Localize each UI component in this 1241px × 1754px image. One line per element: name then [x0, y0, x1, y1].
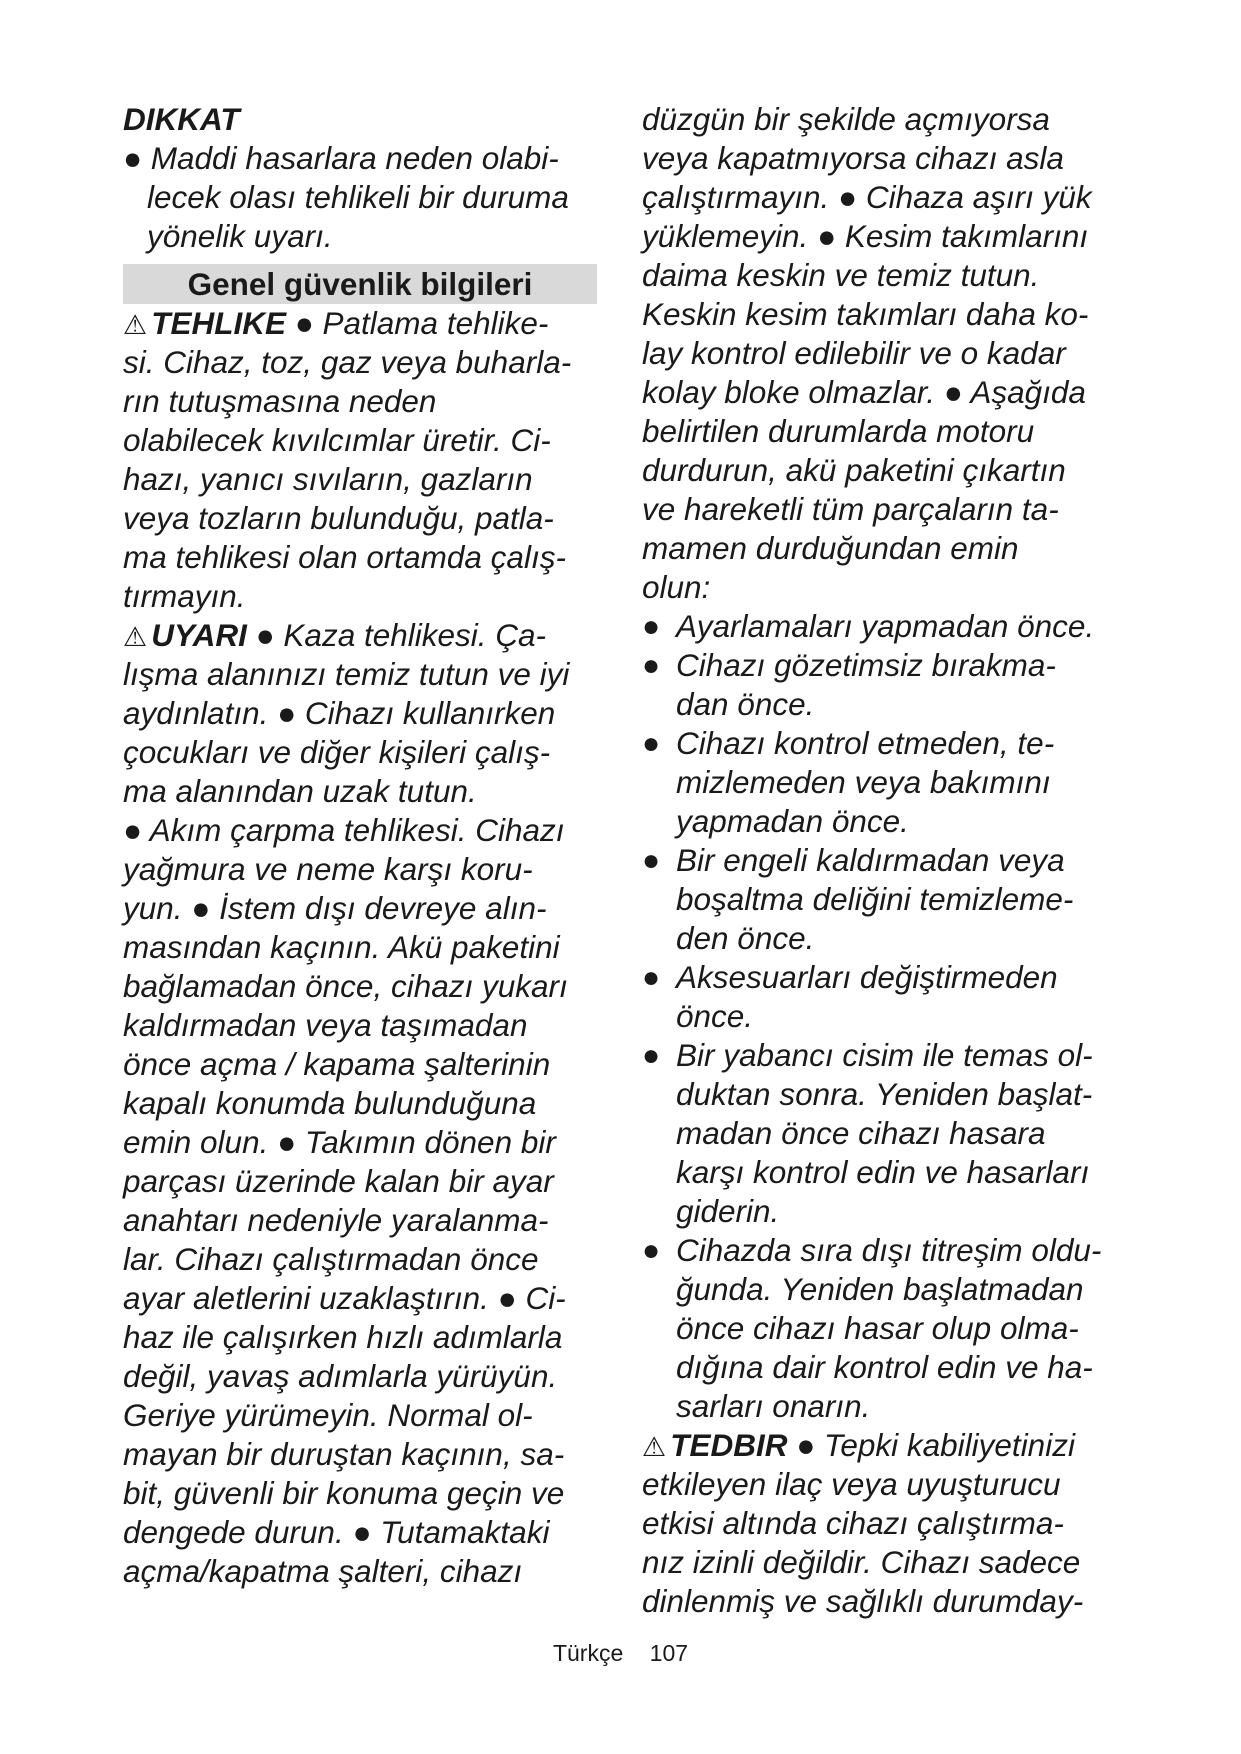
- text-line: Keskin kesim takımları daha ko-: [642, 296, 1089, 332]
- text-line: ve hareketli tüm parçaların ta-: [642, 491, 1059, 527]
- list-item-continuation: ğunda. Yeniden başlatmadan: [676, 1271, 1084, 1307]
- text-line: çalıştırmayın. ● Cihaza aşırı yük: [642, 179, 1092, 215]
- text-line: etkileyen ilaç veya uyuşturucu: [642, 1466, 1061, 1502]
- list-item: [642, 724, 1162, 763]
- text-line: anahtarı nedeniyle yaralanma-: [123, 1202, 549, 1238]
- dikkat-text: [123, 139, 599, 256]
- list-item-continuation: dan önce.: [676, 686, 815, 722]
- list-item-continuation: boşaltma deliğini temizleme-: [676, 881, 1074, 917]
- bullet-dot-icon: ●: [642, 610, 661, 643]
- text-line: rın tutuşmasına neden: [123, 383, 437, 419]
- text-line: lar. Cihazı çalıştırmadan önce: [123, 1241, 539, 1277]
- text-line: hazı, yanıcı sıvıların, gazların: [123, 461, 533, 497]
- text-line: olabilecek kıvılcımlar üretir. Ci-: [123, 422, 551, 458]
- text-line: veya tozların bulunduğu, patla-: [123, 500, 554, 536]
- list-item-continuation: önce.: [676, 998, 754, 1034]
- warning-triangle-icon: ⚠: [123, 310, 148, 340]
- left-column: [123, 100, 599, 1591]
- list-item-continuation: giderin.: [676, 1193, 780, 1229]
- bullet-dot-icon: ●: [642, 727, 661, 760]
- list-item-text: Cihazı gözetimsiz bırakma-: [676, 647, 1056, 683]
- text-line: belirtilen durumlarda motoru: [642, 413, 1035, 449]
- uyari-first-line: [123, 616, 599, 655]
- text-line: mayan bir duruştan kaçının, sa-: [123, 1436, 565, 1472]
- bullet-dot-icon: ●: [642, 961, 661, 994]
- text-line: yüklemeyin. ● Kesim takımlarını: [642, 218, 1089, 254]
- tedbir-text: [642, 1465, 1162, 1621]
- text-line: parçası üzerinde kalan bir ayar: [123, 1163, 554, 1199]
- text-line: lay kontrol edilebilir ve o kadar: [642, 335, 1066, 371]
- text-line: nız izinli değildir. Cihazı sadece: [642, 1544, 1081, 1580]
- text-line: dinlenmiş ve sağlıklı durumday-: [642, 1583, 1084, 1619]
- page-number: 107: [649, 1640, 689, 1666]
- text-line: emin olun. ● Takımın dönen bir: [123, 1124, 556, 1160]
- list-item-continuation: yapmadan önce.: [676, 803, 909, 839]
- section-header: Genel güvenlik bilgileri: [123, 264, 597, 304]
- bullet-list: [642, 607, 1162, 1426]
- list-item-text: Aksesuarları değiştirmeden: [676, 959, 1058, 995]
- list-item: [642, 1231, 1162, 1270]
- tedbir-label: TEDBIR: [670, 1427, 788, 1463]
- uyari-label: UYARI: [151, 617, 247, 653]
- text-line: mamen durduğundan emin: [642, 530, 1019, 566]
- tehlike-first-text: ● Patlama tehlike-: [285, 305, 549, 341]
- text-line: ma tehlikesi olan ortamda çalış-: [123, 539, 566, 575]
- list-item-continuation: dığına dair kontrol edin ve ha-: [676, 1349, 1093, 1385]
- text-line: si. Cihaz, toz, gaz veya buharla-: [123, 344, 572, 380]
- list-item-continuation: karşı kontrol edin ve hasarları: [676, 1154, 1090, 1190]
- text-line: veya kapatmıyorsa cihazı asla: [642, 140, 1064, 176]
- text-line: yönelik uyarı.: [147, 218, 333, 254]
- text-line: tırmayın.: [123, 578, 246, 614]
- list-item-continuation: duktan sonra. Yeniden başlat-: [676, 1076, 1093, 1112]
- right-column: [642, 100, 1162, 1621]
- text-line: ayar aletlerini uzaklaştırın. ● Ci-: [123, 1280, 566, 1316]
- text-line: lecek olası tehlikeli bir duruma: [147, 179, 569, 215]
- text-line: bit, güvenli bir konuma geçin ve: [123, 1475, 565, 1511]
- tehlike-first-line: [123, 304, 599, 343]
- list-item: [642, 607, 1162, 646]
- text-line: dengede durun. ● Tutamaktaki: [123, 1514, 550, 1550]
- tedbir-first-text: ● Tepki kabiliyetinizi: [787, 1427, 1075, 1463]
- list-item-text: Cihazda sıra dışı titreşim oldu-: [676, 1232, 1102, 1268]
- tehlike-label: TEHLIKE: [151, 305, 286, 341]
- page-footer: [0, 1640, 1241, 1667]
- intro-text: [642, 100, 1162, 607]
- text-line: yun. ● İstem dışı devreye alın-: [123, 890, 547, 926]
- list-item-continuation: den önce.: [676, 920, 815, 956]
- text-line: ● Akım çarpma tehlikesi. Cihazı: [123, 812, 565, 848]
- text-line: çocukları ve diğer kişileri çalış-: [123, 734, 551, 770]
- text-line: masından kaçının. Akü paketini: [123, 929, 560, 965]
- list-item: [642, 1036, 1162, 1075]
- list-item-text: Bir yabancı cisim ile temas ol-: [676, 1037, 1093, 1073]
- uyari-first-text: ● Kaza tehlikesi. Ça-: [246, 617, 547, 653]
- text-line: açma/kapatma şalteri, cihazı: [123, 1553, 523, 1589]
- text-line: kolay bloke olmazlar. ● Aşağıda: [642, 374, 1086, 410]
- list-item-continuation: önce cihazı hasar olup olma-: [676, 1310, 1079, 1346]
- text-line: etkisi altında cihazı çalıştırma-: [642, 1505, 1064, 1541]
- text-line: kapalı konumda bulunduğuna: [123, 1085, 537, 1121]
- text-line: ● Maddi hasarlara neden olabi-: [123, 140, 559, 176]
- list-item: [642, 841, 1162, 880]
- footer-language: Türkçe: [552, 1640, 624, 1666]
- text-line: Geriye yürümeyin. Normal ol-: [123, 1397, 533, 1433]
- bullet-dot-icon: ●: [642, 649, 661, 682]
- bullet-dot-icon: ●: [642, 844, 661, 877]
- text-line: değil, yavaş adımlarla yürüyün.: [123, 1358, 558, 1394]
- warning-triangle-icon: ⚠: [123, 622, 148, 652]
- text-line: bağlamadan önce, cihazı yukarı: [123, 968, 568, 1004]
- text-line: kaldırmadan veya taşımadan: [123, 1007, 528, 1043]
- text-line: aydınlatın. ● Cihazı kullanırken: [123, 695, 556, 731]
- text-line: yağmura ve neme karşı koru-: [123, 851, 533, 887]
- list-item-continuation: madan önce cihazı hasara: [676, 1115, 1046, 1151]
- list-item-text: Bir engeli kaldırmadan veya: [676, 842, 1065, 878]
- list-item: [642, 958, 1162, 997]
- list-item-continuation: mizlemeden veya bakımını: [676, 764, 1051, 800]
- text-line: ma alanından uzak tutun.: [123, 773, 477, 809]
- text-line: olun:: [642, 569, 711, 605]
- bullet-dot-icon: ●: [642, 1234, 661, 1267]
- text-line: lışma alanınızı temiz tutun ve iyi: [123, 656, 570, 692]
- tedbir-first-line: [642, 1426, 1162, 1465]
- text-line: haz ile çalışırken hızlı adımlarla: [123, 1319, 563, 1355]
- list-item-text: Cihazı kontrol etmeden, te-: [676, 725, 1055, 761]
- text-line: önce açma / kapama şalterinin: [123, 1046, 551, 1082]
- list-item: [642, 646, 1162, 685]
- dikkat-heading: DIKKAT: [123, 101, 240, 137]
- list-item-continuation: sarları onarın.: [676, 1388, 871, 1424]
- text-line: daima keskin ve temiz tutun.: [642, 257, 1040, 293]
- text-line: durdurun, akü paketini çıkartın: [642, 452, 1066, 488]
- uyari-text: [123, 655, 599, 1591]
- list-item-text: Ayarlamaları yapmadan önce.: [676, 608, 1095, 644]
- warning-triangle-icon: ⚠: [642, 1432, 667, 1462]
- tehlike-text: [123, 343, 599, 616]
- text-line: düzgün bir şekilde açmıyorsa: [642, 101, 1050, 137]
- bullet-dot-icon: ●: [642, 1039, 661, 1072]
